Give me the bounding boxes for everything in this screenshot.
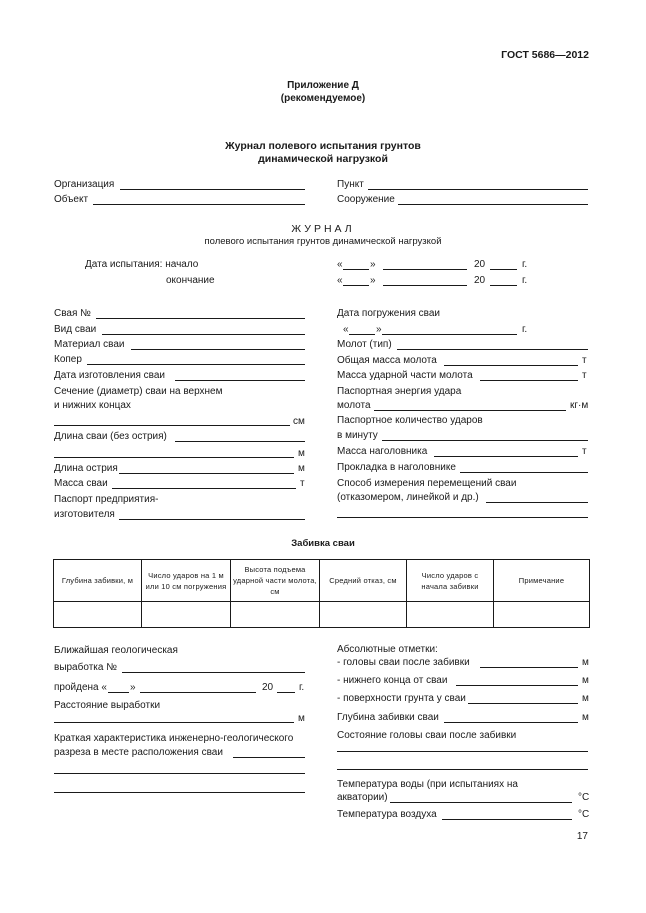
start-month-field[interactable] xyxy=(383,269,467,270)
air-temp-field[interactable] xyxy=(442,819,572,820)
year-prefix: 20 xyxy=(474,259,486,270)
brief-label-line2: разреза в месте расположения сваи xyxy=(54,747,223,758)
measure-label-line2: (отказомером, линейкой и др.) xyxy=(337,492,479,503)
quote-open: « xyxy=(343,324,349,335)
unit-celsius: °С xyxy=(578,792,590,803)
unit-m: м xyxy=(298,713,305,724)
pile-material-label: Материал сваи xyxy=(54,339,125,350)
water-temp-field[interactable] xyxy=(390,802,572,803)
journal-heading: ЖУРНАЛ xyxy=(291,223,355,235)
unit-m: м xyxy=(582,712,589,723)
test-start-label: Дата испытания: начало xyxy=(85,259,199,270)
year-suffix: г. xyxy=(522,275,528,286)
column-header: Высота подъема ударной части молота, см xyxy=(231,560,320,602)
column-header: Примечание xyxy=(494,560,590,602)
unit-m: м xyxy=(298,463,305,474)
pile-length-label: Длина сваи (без острия) xyxy=(54,431,167,442)
quote-open: « xyxy=(337,259,343,270)
head-after-field[interactable] xyxy=(480,667,578,668)
head-state-field-2[interactable] xyxy=(337,769,588,770)
unit-m: м xyxy=(298,448,305,459)
measure-field[interactable] xyxy=(486,502,588,503)
measure-field-2[interactable] xyxy=(337,517,588,518)
unit-m: м xyxy=(582,693,589,704)
hammer-type-field[interactable] xyxy=(397,349,588,350)
tip-length-label: Длина острия xyxy=(54,463,118,474)
passed-day-field[interactable] xyxy=(108,692,129,693)
unit-kgm: кг·м xyxy=(570,400,589,411)
unit-t: т xyxy=(582,370,587,381)
distance-field[interactable] xyxy=(54,722,294,723)
tip-length-field[interactable] xyxy=(119,473,294,474)
nearest-label-line2: выработка № xyxy=(54,662,117,673)
drive-date-label: Дата погружения сваи xyxy=(337,308,441,319)
brief-field-2[interactable] xyxy=(54,773,305,774)
cap-mass-field[interactable] xyxy=(434,456,578,457)
document-title-line2: динамической нагрузкой xyxy=(258,153,388,165)
journal-subheading: полевого испытания грунтов динамической нагрузкой xyxy=(204,236,442,247)
point-field[interactable] xyxy=(368,189,588,190)
headframe-field[interactable] xyxy=(87,364,305,365)
driving-table xyxy=(53,559,590,628)
brief-field[interactable] xyxy=(233,757,305,758)
structure-field[interactable] xyxy=(398,204,588,205)
column-header: Средний отказ, см xyxy=(320,560,407,602)
document-title-line1: Журнал полевого испытания грунтов xyxy=(225,140,421,152)
end-month-field[interactable] xyxy=(383,285,467,286)
energy-label-line2: молота xyxy=(337,400,371,411)
quote-close: » xyxy=(370,259,376,270)
pile-mass-field[interactable] xyxy=(112,488,296,489)
lower-end-field[interactable] xyxy=(456,685,578,686)
standard-number: ГОСТ 5686—2012 xyxy=(501,49,589,61)
brief-label-line1: Краткая характеристика инженерно-геологического xyxy=(54,733,294,744)
structure-label: Сооружение xyxy=(337,194,395,205)
air-temp-label: Температура воздуха xyxy=(337,809,437,820)
drive-day-field[interactable] xyxy=(349,334,375,335)
headframe-label: Копер xyxy=(54,354,82,365)
organization-field[interactable] xyxy=(120,189,305,190)
table-cell[interactable] xyxy=(231,602,320,628)
table-cell[interactable] xyxy=(142,602,231,628)
passport-label-line1: Паспорт предприятия- xyxy=(54,494,159,505)
unit-m: м xyxy=(582,675,589,686)
pile-material-field[interactable] xyxy=(131,349,305,350)
year-suffix: г. xyxy=(522,259,528,270)
unit-cm: см xyxy=(293,416,305,427)
end-day-field[interactable] xyxy=(343,285,369,286)
striker-mass-field[interactable] xyxy=(480,380,578,381)
appendix-subtitle: (рекомендуемое) xyxy=(280,93,366,104)
table-cell[interactable] xyxy=(54,602,142,628)
lower-end-label: - нижнего конца от сваи xyxy=(337,675,448,686)
section-label-line2: и нижних концах xyxy=(54,400,131,411)
page-number: 17 xyxy=(576,831,588,842)
year-prefix: 20 xyxy=(474,275,486,286)
cap-pad-field[interactable] xyxy=(460,472,588,473)
start-year-field[interactable] xyxy=(490,269,517,270)
pile-number-field[interactable] xyxy=(96,318,305,319)
organization-label: Организация xyxy=(54,179,115,190)
passed-label: пройдена « xyxy=(54,682,107,693)
pile-number-label: Свая № xyxy=(54,308,91,319)
end-year-field[interactable] xyxy=(490,285,517,286)
point-label: Пункт xyxy=(337,179,364,190)
hammer-mass-label: Общая масса молота xyxy=(337,355,437,366)
passport-field[interactable] xyxy=(119,519,305,520)
nearest-label-line1: Ближайшая геологическая xyxy=(54,645,178,656)
column-header: Глубина забивки, м xyxy=(54,560,142,602)
passed-month-field[interactable] xyxy=(140,692,256,693)
column-header: Число ударов с начала забивки xyxy=(407,560,494,602)
ground-surface-field[interactable] xyxy=(468,703,578,704)
section-field[interactable] xyxy=(54,425,290,426)
unit-t: т xyxy=(582,355,587,366)
blows-field[interactable] xyxy=(382,440,588,441)
start-day-field[interactable] xyxy=(343,269,369,270)
unit-m: м xyxy=(582,657,589,668)
pile-type-field[interactable] xyxy=(102,334,305,335)
manufacture-date-label: Дата изготовления сваи xyxy=(54,370,166,381)
measure-label-line1: Способ измерения перемещений сваи xyxy=(337,478,517,489)
table-row xyxy=(54,602,590,628)
quote-close: » xyxy=(130,682,136,693)
unit-celsius: °С xyxy=(578,809,590,820)
head-after-label: - головы сваи после забивки xyxy=(337,657,470,668)
year-suffix: г. xyxy=(522,324,528,335)
hammer-type-label: Молот (тип) xyxy=(337,339,392,350)
pile-length-field-2[interactable] xyxy=(54,457,294,458)
appendix-title: Приложение Д xyxy=(287,80,359,91)
drive-month-year-field[interactable] xyxy=(382,334,517,335)
depth-label: Глубина забивки сваи xyxy=(337,712,439,723)
unit-t: т xyxy=(300,478,305,489)
absolute-marks-label: Абсолютные отметки: xyxy=(337,644,438,655)
cap-pad-label: Прокладка в наголовнике xyxy=(337,462,456,473)
column-header: Число ударов на 1 м или 10 см погружения xyxy=(142,560,231,602)
head-state-field[interactable] xyxy=(337,751,588,752)
unit-t: т xyxy=(582,446,587,457)
quote-close: » xyxy=(370,275,376,286)
object-field[interactable] xyxy=(93,204,305,205)
manufacture-date-field[interactable] xyxy=(175,380,305,381)
head-state-label: Состояние головы сваи после забивки xyxy=(337,730,517,741)
cap-mass-label: Масса наголовника xyxy=(337,446,428,457)
section-label-line1: Сечение (диаметр) сваи на верхнем xyxy=(54,386,223,397)
energy-field[interactable] xyxy=(374,410,566,411)
blows-label-line1: Паспортное количество ударов xyxy=(337,415,483,426)
year-suffix: г. xyxy=(299,682,305,693)
pile-mass-label: Масса сваи xyxy=(54,478,108,489)
energy-label-line1: Паспортная энергия удара xyxy=(337,386,462,397)
water-temp-label-line1: Температура воды (при испытаниях на xyxy=(337,779,518,790)
nearest-field[interactable] xyxy=(122,672,305,673)
quote-open: « xyxy=(337,275,343,286)
passport-label-line2: изготовителя xyxy=(54,509,115,520)
table-cell[interactable] xyxy=(320,602,407,628)
water-temp-label-line2: акватории) xyxy=(337,792,388,803)
hammer-mass-field[interactable] xyxy=(444,365,578,366)
brief-field-3[interactable] xyxy=(54,792,305,793)
driving-table-title: Забивка сваи xyxy=(291,538,355,549)
passed-year-field[interactable] xyxy=(277,692,295,693)
table-header-row xyxy=(54,560,590,602)
pile-length-field[interactable] xyxy=(175,441,305,442)
blows-label-line2: в минуту xyxy=(337,430,378,441)
table-cell[interactable] xyxy=(494,602,590,628)
pile-type-label: Вид сваи xyxy=(54,324,97,335)
table-cell[interactable] xyxy=(407,602,494,628)
depth-field[interactable] xyxy=(444,722,578,723)
ground-surface-label: - поверхности грунта у сваи xyxy=(337,693,466,704)
year-prefix: 20 xyxy=(262,682,274,693)
quote-close: » xyxy=(376,324,382,335)
striker-mass-label: Масса ударной части молота xyxy=(337,370,473,381)
object-label: Объект xyxy=(54,194,89,205)
test-end-label: окончание xyxy=(166,275,215,286)
distance-label: Расстояние выработки xyxy=(54,700,161,711)
